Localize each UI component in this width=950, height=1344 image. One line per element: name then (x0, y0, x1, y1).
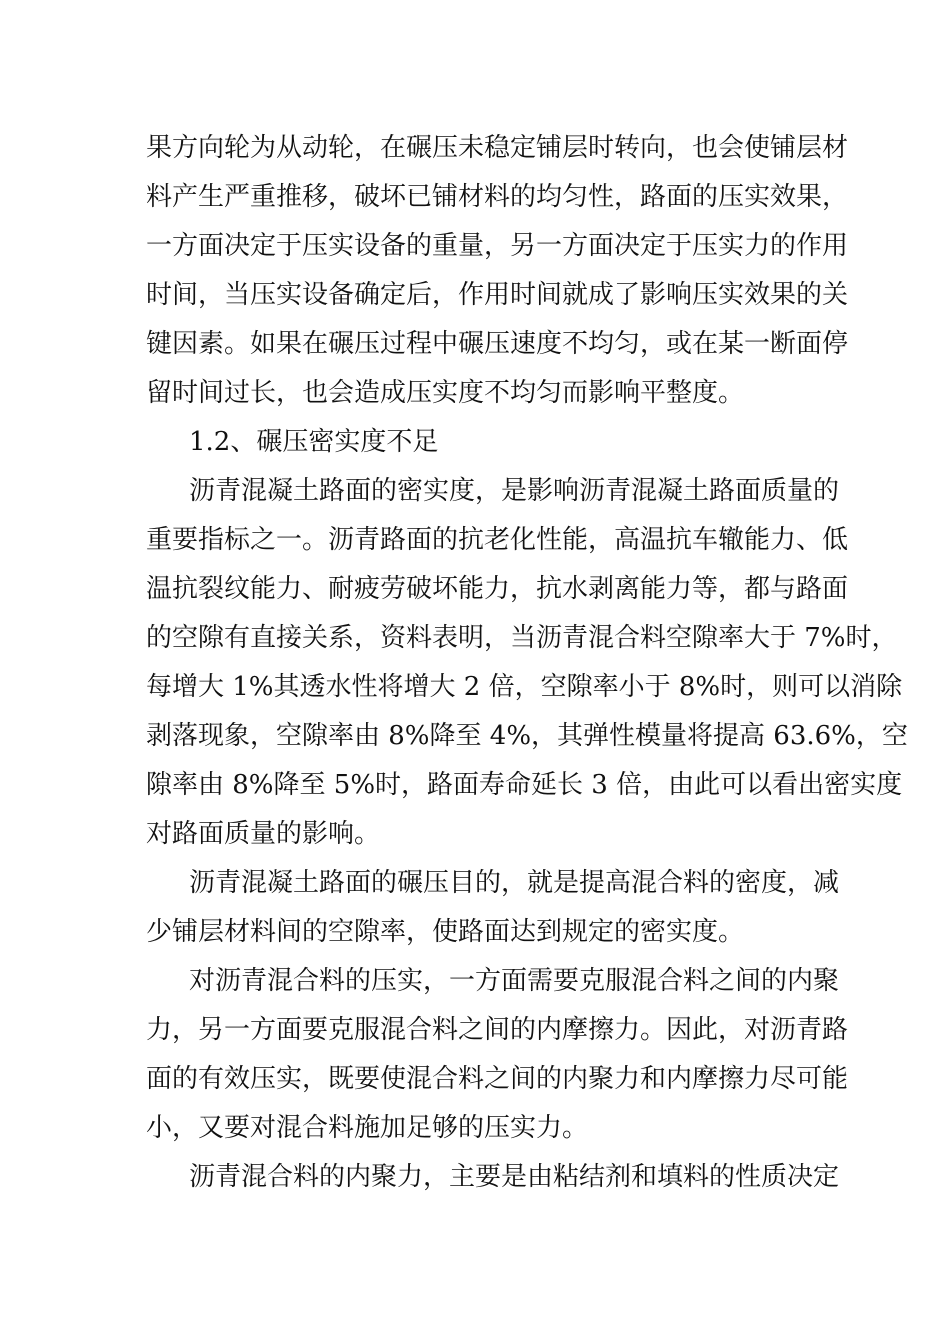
text-line: 重要指标之一。沥青路面的抗老化性能，高温抗车辙能力、低 (146, 525, 849, 555)
text-line: 沥青混合料的内聚力，主要是由粘结剂和填料的性质决定 (189, 1162, 840, 1192)
text-line: 小，又要对混合料施加足够的压实力。 (146, 1113, 589, 1143)
text-line: 键因素。如果在碾压过程中碾压速度不均匀，或在某一断面停 (146, 329, 849, 359)
text-line: 一方面决定于压实设备的重量，另一方面决定于压实力的作用 (146, 231, 849, 261)
text-line: 面的有效压实，既要使混合料之间的内聚力和内摩擦力尽可能 (146, 1064, 849, 1094)
section-heading: 1.2、碾压密实度不足 (189, 427, 439, 457)
text-line: 时间，当压实设备确定后，作用时间就成了影响压实效果的关 (146, 280, 849, 310)
text-line: 温抗裂纹能力、耐疲劳破坏能力，抗水剥离能力等，都与路面 (146, 574, 849, 604)
text-line: 每增大 1%其透水性将增大 2 倍，空隙率小于 8%时，则可以消除 (146, 672, 903, 702)
text-line: 果方向轮为从动轮，在碾压未稳定铺层时转向，也会使铺层材 (146, 133, 849, 163)
text-line: 的空隙有直接关系，资料表明，当沥青混合料空隙率大于 7%时， (146, 623, 898, 653)
text-line: 力，另一方面要克服混合料之间的内摩擦力。因此，对沥青路 (146, 1015, 849, 1045)
text-line: 沥青混凝土路面的碾压目的，就是提高混合料的密度，减 (189, 868, 840, 898)
text-line: 少铺层材料间的空隙率，使路面达到规定的密实度。 (146, 917, 745, 947)
text-line: 沥青混凝土路面的密实度，是影响沥青混凝土路面质量的 (189, 476, 840, 506)
text-line: 剥落现象，空隙率由 8%降至 4%，其弹性模量将提高 63.6%，空 (146, 721, 908, 751)
text-line: 对路面质量的影响。 (146, 819, 381, 849)
text-line: 留时间过长，也会造成压实度不均匀而影响平整度。 (146, 378, 745, 408)
text-line: 对沥青混合料的压实，一方面需要克服混合料之间的内聚 (189, 966, 840, 996)
text-line: 隙率由 8%降至 5%时，路面寿命延长 3 倍，由此可以看出密实度 (146, 770, 903, 800)
document-body (146, 124, 908, 1202)
text-line: 料产生严重推移，破坏已铺材料的均匀性，路面的压实效果， (146, 182, 849, 212)
